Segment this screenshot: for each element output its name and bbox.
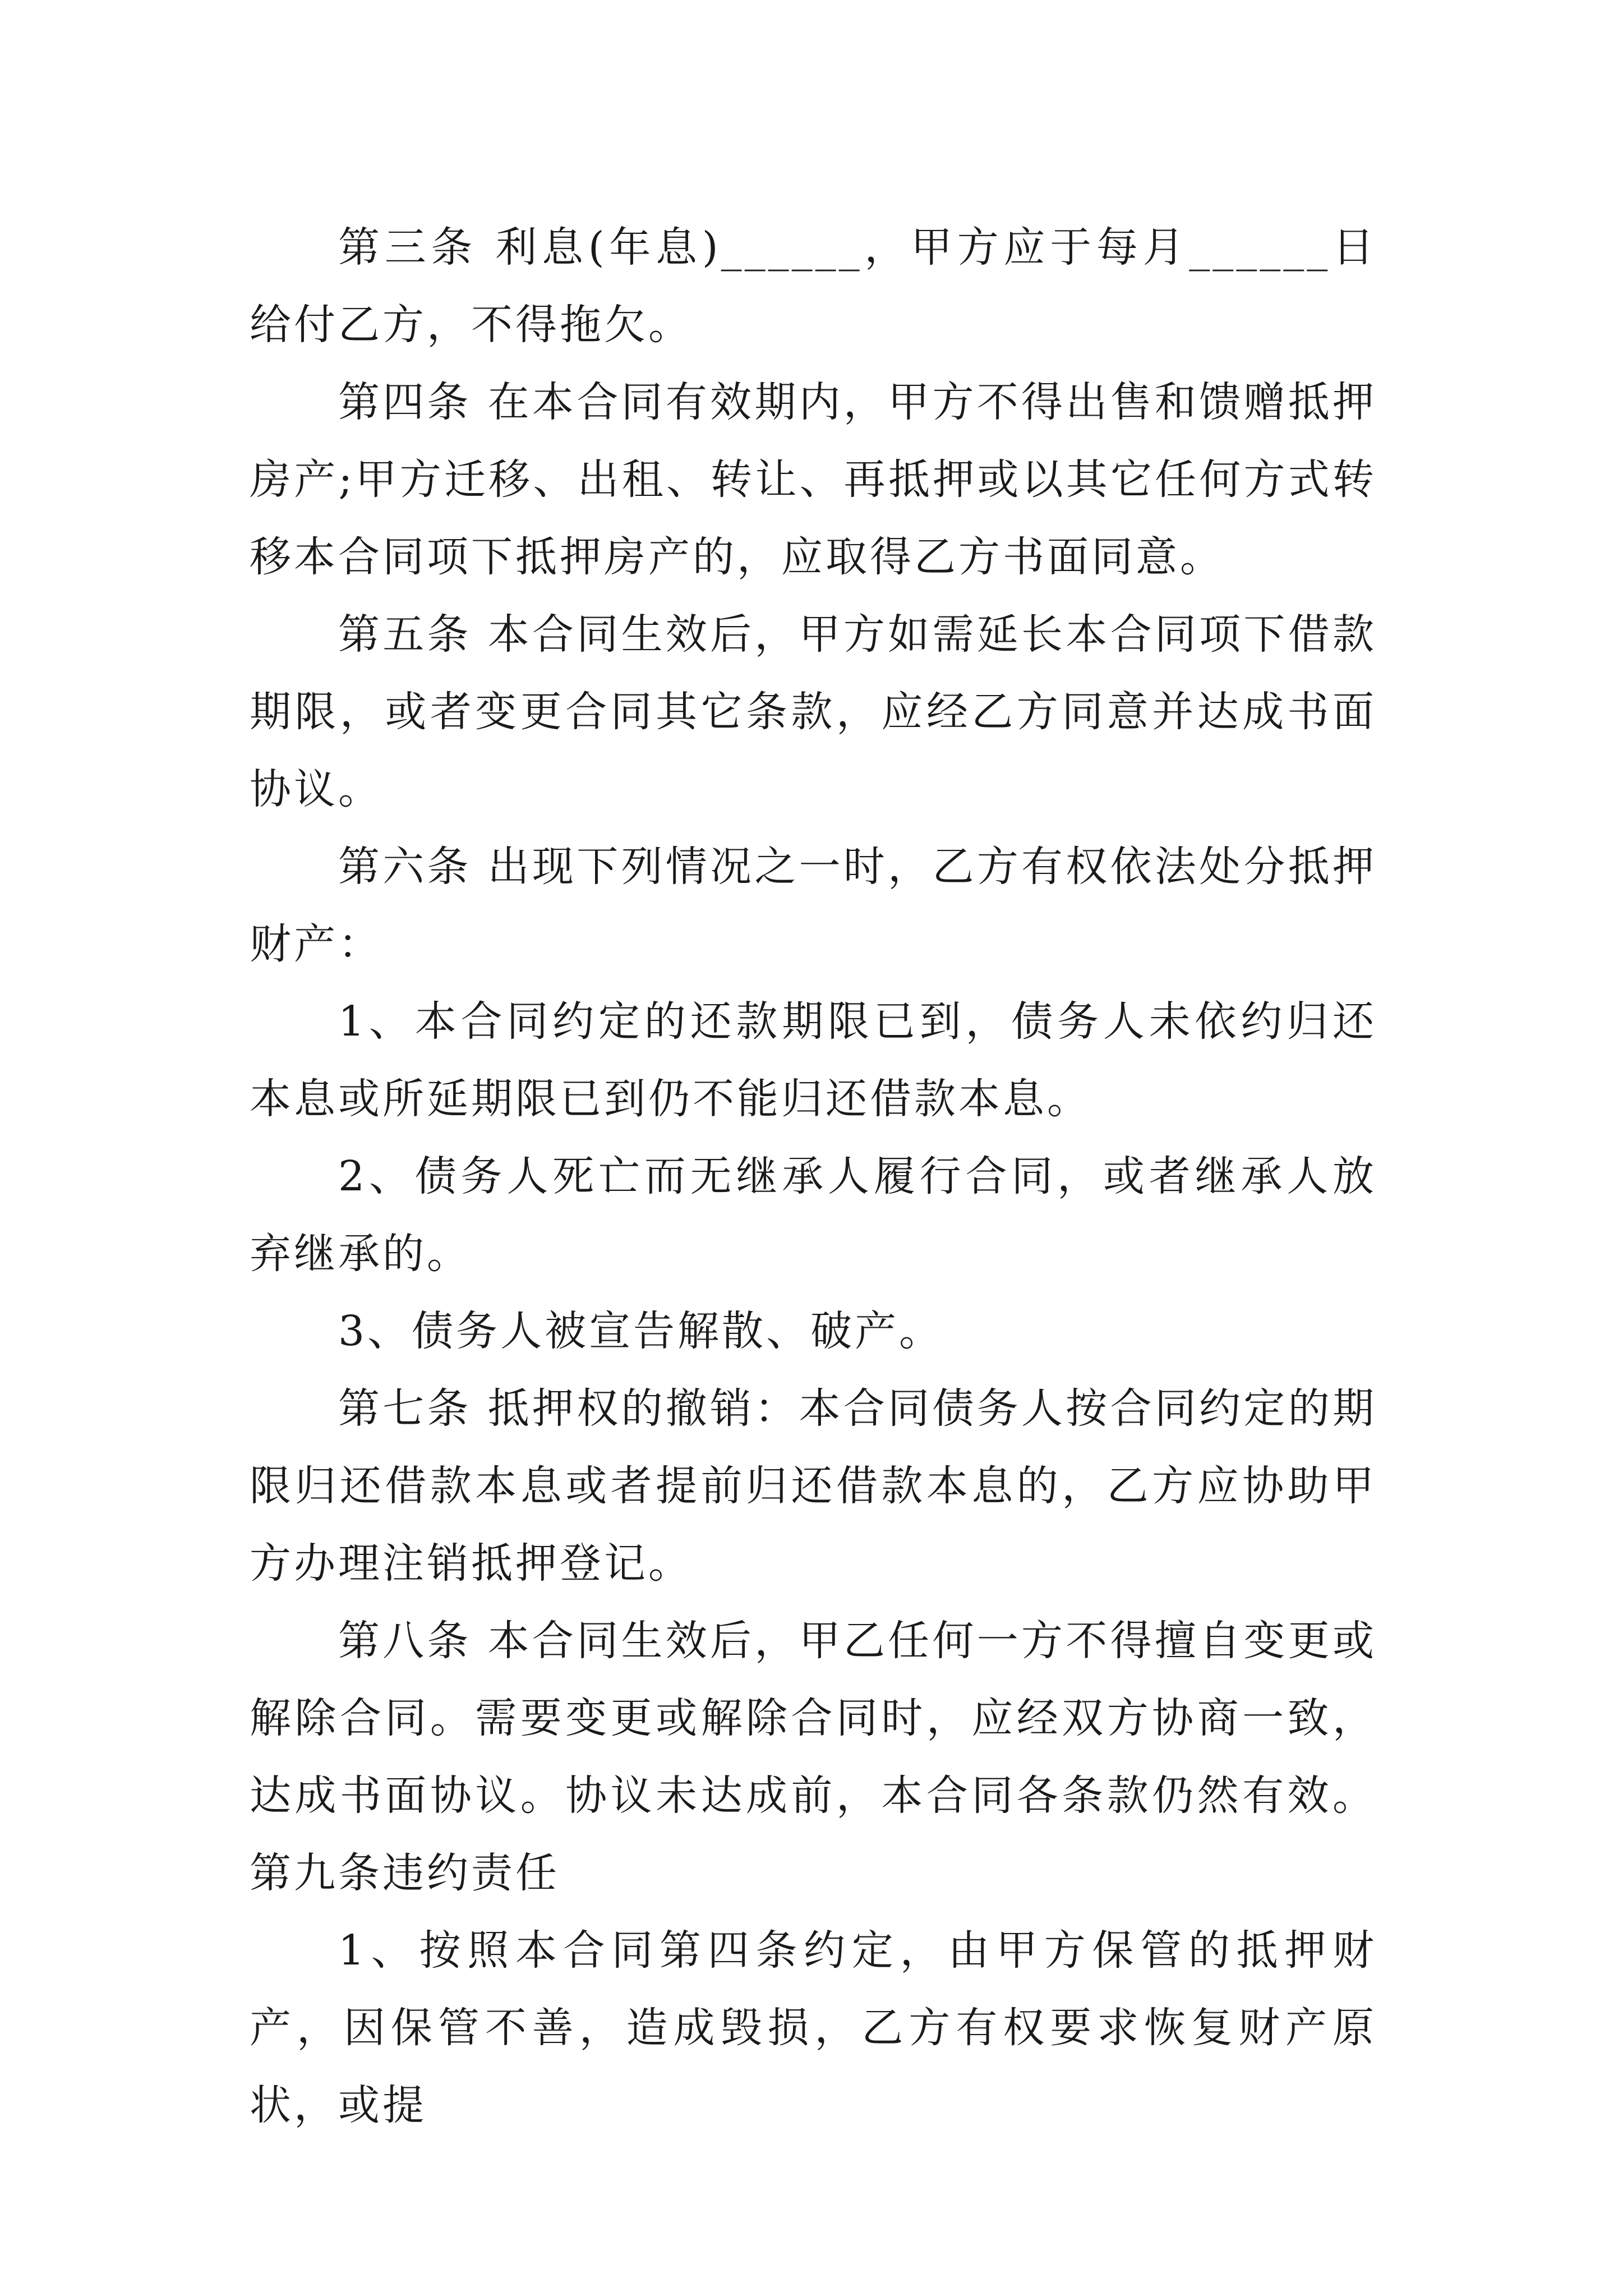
article-8-modification: 第八条 本合同生效后，甲乙任何一方不得擅自变更或解除合同。需要变更或解除合同时，应经双方协商一致，达成书面协议。协议未达成前，本合同各条款仍然有效。第九条违约责任 (250, 1617, 1377, 1897)
article-9-item-1: 1、按照本合同第四条约定，由甲方保管的抵押财产，因保管不善，造成毁损，乙方有权要求恢复财产原状，或提 (250, 1926, 1377, 2129)
article-3-interest: 第三条 利息(年息)______，甲方应于每月______日给付乙方，不得拖欠。 (250, 223, 1377, 349)
article-6-item-3: 3、债务人被宣告解散、破产。 (338, 1307, 944, 1355)
article-5-term-extension: 第五条 本合同生效后，甲方如需延长本合同项下借款期限，或者变更合同其它条款，应经乙方同意并达成书面协议。 (250, 610, 1377, 813)
article-4-property-restriction: 第四条 在本合同有效期内，甲方不得出售和馈赠抵押房产;甲方迁移、出租、转让、再抵押或以其它任何方式转移本合同项下抵押房产的，应取得乙方书面同意。 (250, 378, 1377, 581)
document-body (250, 209, 1377, 2144)
article-7-mortgage-cancellation: 第七条 抵押权的撤销：本合同债务人按合同约定的期限归还借款本息或者提前归还借款本息的，乙方应协助甲方办理注销抵押登记。 (250, 1384, 1377, 1588)
article-6-disposal-conditions: 第六条 出现下列情况之一时，乙方有权依法处分抵押财产： (250, 843, 1377, 968)
article-6-item-1: 1、本合同约定的还款期限已到，债务人未依约归还本息或所延期限已到仍不能归还借款本息。 (250, 997, 1377, 1123)
article-6-item-2: 2、债务人死亡而无继承人履行合同，或者继承人放弃继承的。 (250, 1152, 1377, 1278)
